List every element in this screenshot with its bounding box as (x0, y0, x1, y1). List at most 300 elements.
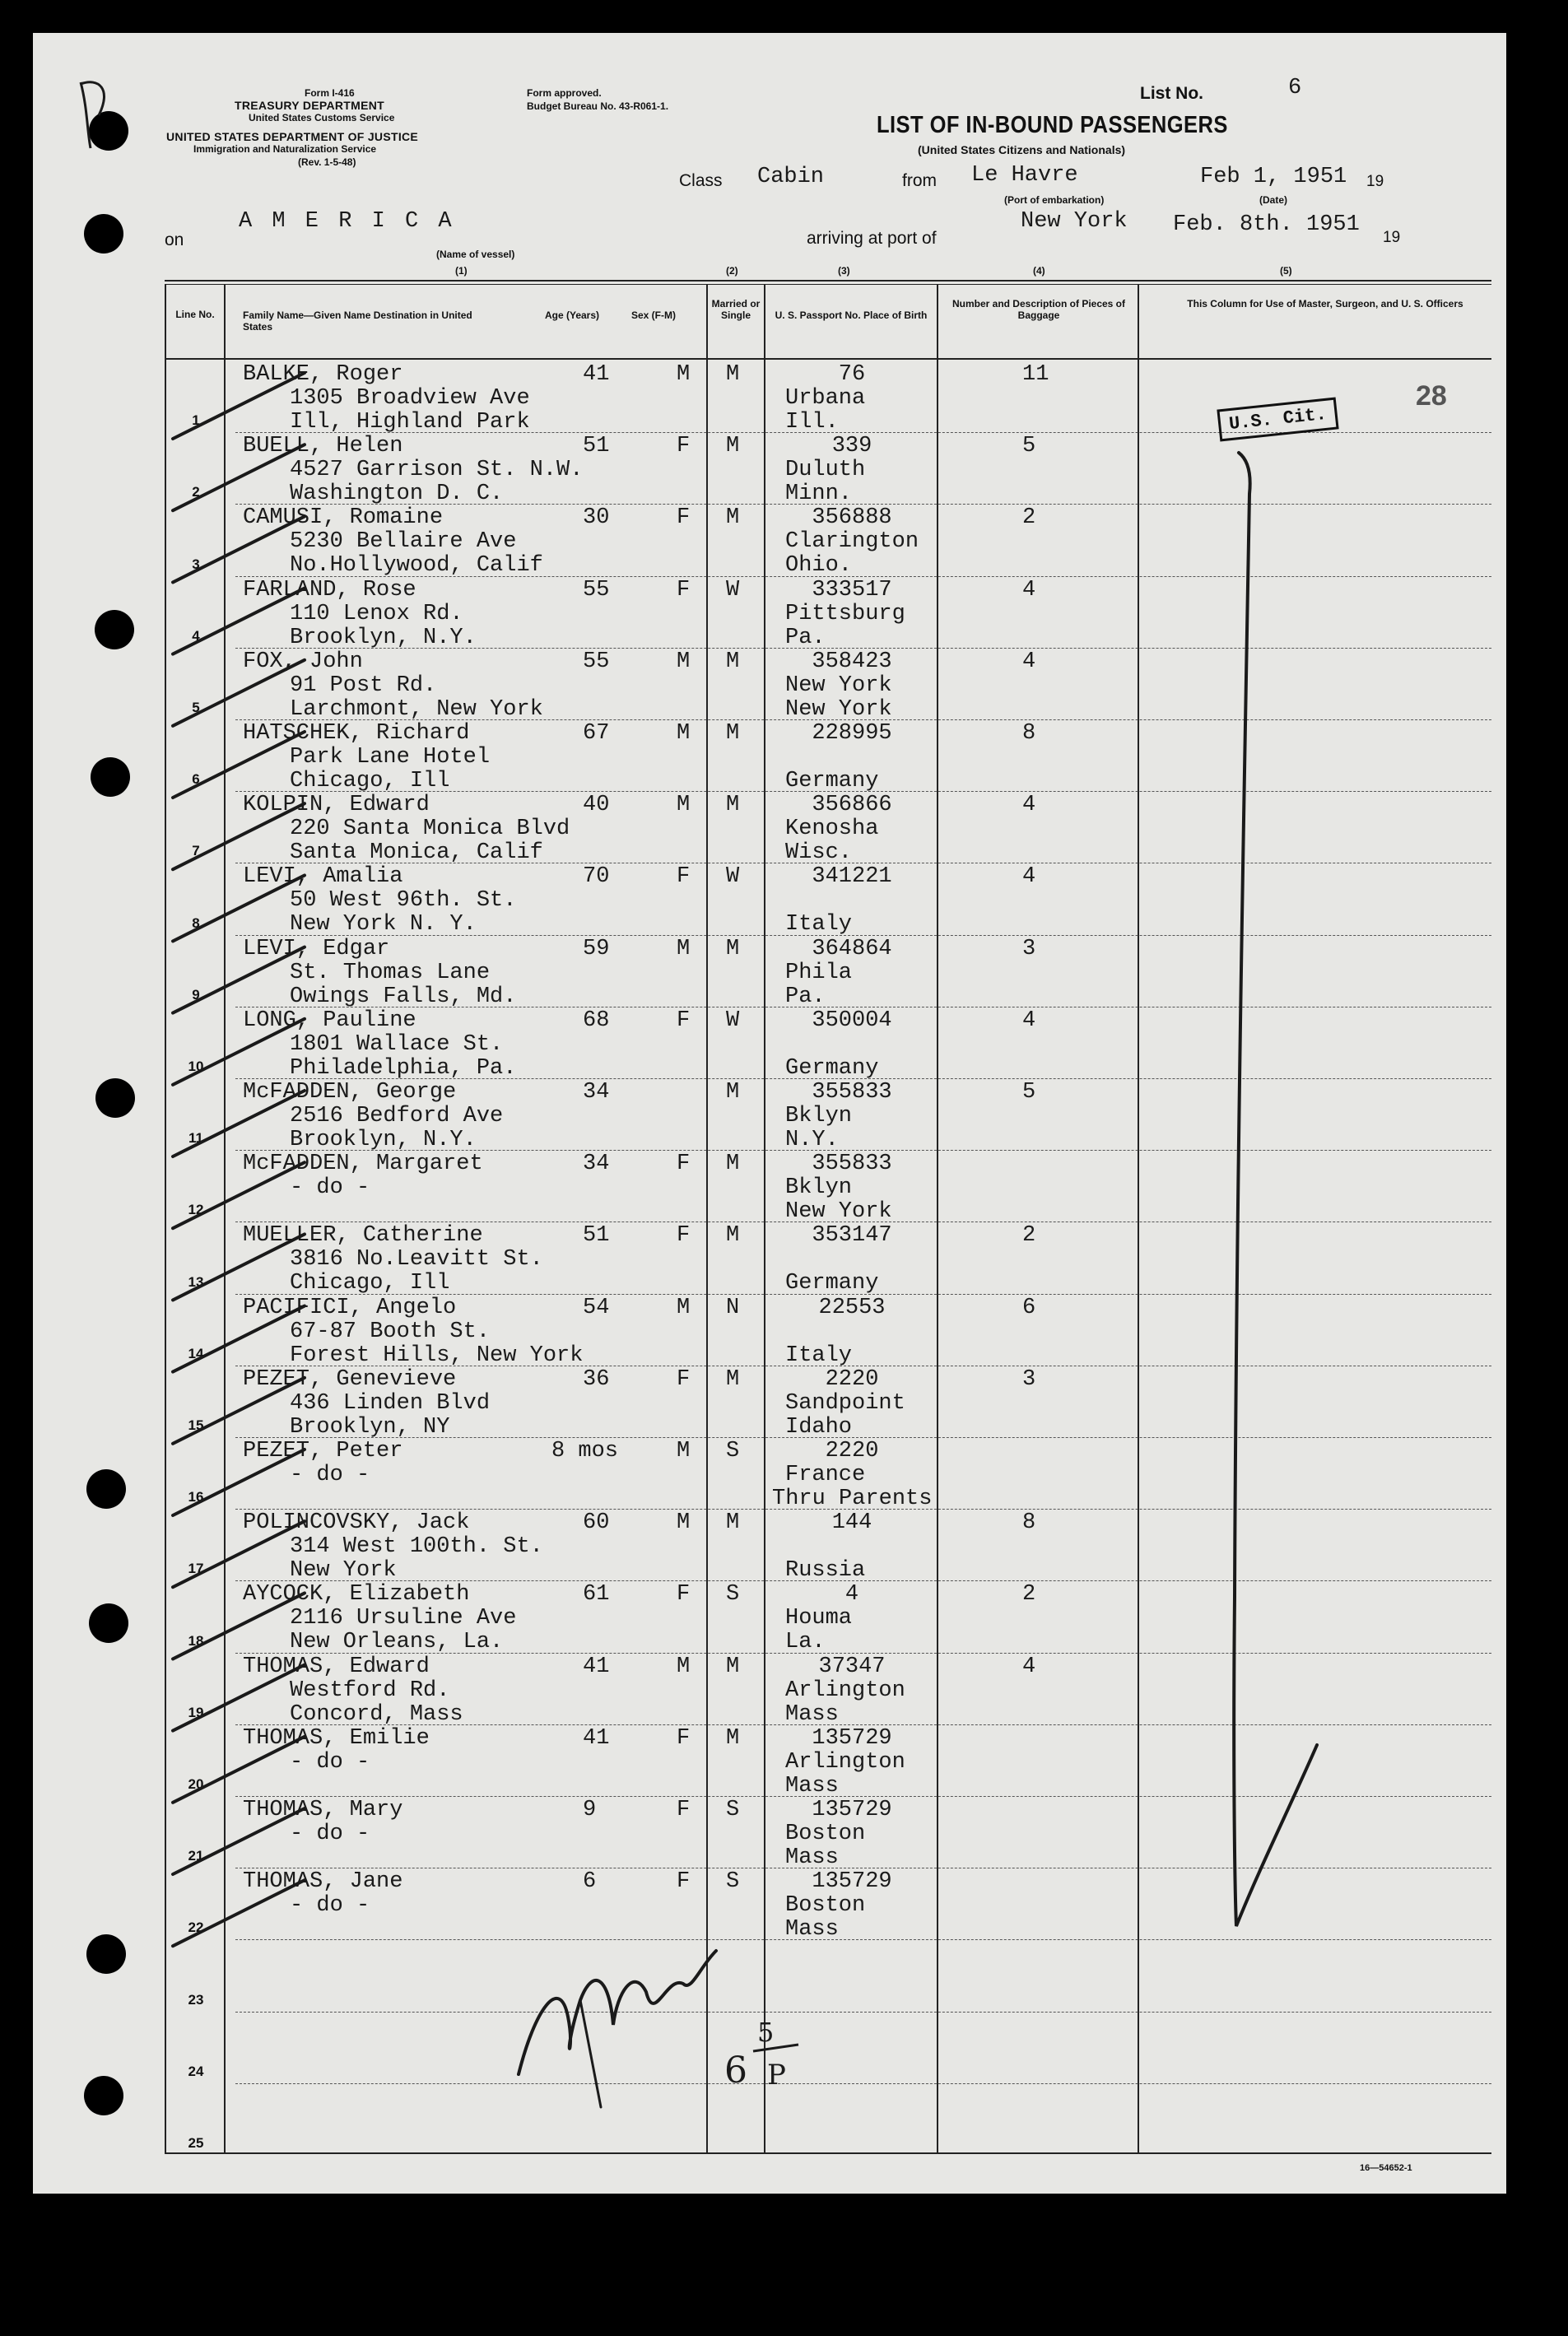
birth-place-2: Germany (785, 1055, 879, 1081)
line-number: 24 (188, 2063, 204, 2079)
passenger-name: AYCOCK, Elizabeth (243, 1582, 470, 1608)
line-number: 12 (188, 1202, 204, 1218)
header-line-no: Line No. (175, 309, 215, 320)
passenger-sex: M (677, 1295, 691, 1320)
treasury-dept: TREASURY DEPARTMENT (235, 99, 385, 112)
passenger-marital-status: M (726, 936, 740, 961)
name-tick-stroke (173, 1808, 305, 1874)
passenger-address-2: New Orleans, La. (290, 1630, 504, 1655)
immigration-service: Immigration and Naturalization Service (193, 143, 377, 155)
name-tick-stroke (173, 803, 305, 869)
passenger-marital-status: W (726, 577, 740, 603)
passenger-address-1: 1305 Broadview Ave (290, 386, 530, 411)
justice-dept: UNITED STATES DEPARTMENT OF JUSTICE (166, 130, 419, 143)
col-num-3: (3) (838, 265, 850, 277)
passenger-age: 59 (583, 936, 610, 961)
passenger-address-2: Washington D. C. (290, 482, 504, 507)
line-number: 1 (192, 412, 200, 429)
birth-place-1: Sandpoint (785, 1390, 905, 1416)
passport-number: 350004 (812, 1007, 892, 1033)
passenger-name: LONG, Pauline (243, 1007, 416, 1033)
class-value: Cabin (757, 165, 825, 189)
passenger-marital-status: M (726, 1510, 740, 1536)
passenger-marital-status: M (726, 721, 740, 746)
form-approved: Form approved. (527, 87, 602, 99)
line-number: 6 (192, 771, 200, 788)
passenger-age: 51 (583, 1223, 610, 1249)
line-number: 20 (188, 1776, 204, 1792)
passenger-sex: F (677, 1152, 691, 1177)
passenger-age: 41 (583, 1725, 610, 1751)
name-tick-stroke (173, 1521, 305, 1587)
line-number: 23 (188, 1991, 204, 2008)
passenger-address-2: Larchmont, New York (290, 696, 543, 722)
name-tick-stroke (173, 589, 305, 654)
col-num-5: (5) (1280, 265, 1292, 277)
passenger-sex: M (677, 721, 691, 746)
birth-place-1: Duluth (785, 458, 866, 483)
passenger-marital-status: W (726, 864, 740, 890)
passenger-sex: M (677, 649, 691, 674)
passport-number: 341221 (812, 864, 892, 890)
margin-note: 6 (724, 2050, 747, 2092)
passenger-marital-status: M (726, 1725, 740, 1751)
passenger-marital-status: M (726, 1223, 740, 1249)
passenger-age: 36 (583, 1366, 610, 1392)
arrival-year-suffix: 19 (1383, 229, 1401, 246)
baggage-count: 2 (1022, 1582, 1036, 1608)
passenger-marital-status: M (726, 1080, 740, 1105)
passenger-address-1: 4527 Garrison St. N.W. (290, 458, 584, 483)
name-tick-stroke (173, 732, 305, 798)
passenger-name: KOLPIN, Edward (243, 793, 430, 818)
passport-number: 358423 (812, 649, 892, 674)
passenger-sex: M (677, 1654, 691, 1679)
passport-number: 228995 (812, 721, 892, 746)
passenger-address-2: No.Hollywood, Calif (290, 553, 543, 579)
stamp-text: U.S. Cit. (1228, 403, 1328, 435)
line-number: 18 (188, 1632, 204, 1649)
passenger-age: 70 (583, 864, 610, 890)
header-married: Married or Single (711, 298, 761, 321)
header-passport: U. S. Passport No. Place of Birth (775, 309, 928, 321)
page-subtitle: (United States Citizens and Nationals) (918, 143, 1126, 156)
passenger-marital-status: M (726, 1654, 740, 1679)
passenger-sex: F (677, 864, 691, 890)
line-number: 16 (188, 1489, 204, 1505)
passenger-name: THOMAS, Mary (243, 1798, 403, 1822)
passenger-address-2: Chicago, Ill (290, 1271, 450, 1296)
line-number: 19 (188, 1704, 204, 1720)
passenger-name: CAMUSI, Romaine (243, 505, 444, 531)
baggage-count: 4 (1022, 864, 1036, 890)
passenger-age: 41 (583, 1654, 610, 1679)
name-tick-stroke (173, 1019, 305, 1085)
departure-date: Feb 1, 1951 (1200, 165, 1347, 189)
passenger-address-1: 67-87 Booth St. (290, 1319, 491, 1344)
baggage-count: 4 (1022, 649, 1036, 674)
birth-place-2: Germany (785, 769, 879, 793)
birth-place-2: New York (785, 1199, 892, 1225)
line-number: 8 (192, 914, 200, 931)
passenger-marital-status: M (726, 1366, 740, 1392)
baggage-count: 5 (1022, 1080, 1036, 1105)
passenger-sex: M (677, 1439, 691, 1463)
header-name: Family Name—Given Name Destination in United States (243, 309, 472, 333)
passport-number: 135729 (812, 1869, 892, 1895)
name-tick-stroke (173, 947, 305, 1013)
passenger-name: LEVI, Edgar (243, 936, 390, 961)
passport-number: 353147 (812, 1223, 892, 1249)
birth-place-2: N.Y. (785, 1128, 839, 1152)
birth-place-1: Kenosha (785, 817, 879, 842)
birth-place-2: Thru Parents (772, 1487, 933, 1511)
birth-place-2: Germany (785, 1271, 879, 1296)
passport-number: 355833 (812, 1152, 892, 1177)
passenger-name: LEVI, Amalia (243, 864, 403, 890)
passport-number: 356866 (812, 793, 892, 818)
handwritten-marks (33, 33, 1506, 2194)
passenger-marital-status: N (726, 1295, 740, 1320)
birth-place-1: Urbana (785, 386, 866, 411)
embarkation-port: Le Havre (971, 163, 1078, 188)
birth-place-1: Bklyn (785, 1104, 853, 1128)
passenger-address-1: 110 Lenox Rd. (290, 601, 463, 626)
passenger-address-1: - do - (290, 1893, 370, 1919)
line-number: 25 (188, 2135, 204, 2151)
passenger-sex: M (677, 362, 691, 387)
passenger-name: PACIFICI, Angelo (243, 1295, 457, 1320)
line-number: 13 (188, 1273, 204, 1290)
passenger-name: MUELLER, Catherine (243, 1223, 483, 1249)
passenger-address-1: - do - (290, 1175, 370, 1201)
passenger-age: 8 mos (551, 1439, 619, 1463)
vessel-name: A M E R I C A (239, 209, 455, 234)
passenger-sex: F (677, 1007, 691, 1033)
passenger-address-1: - do - (290, 1463, 370, 1487)
birth-place-2: Mass (785, 1917, 839, 1943)
birth-place-2: Idaho (785, 1414, 853, 1440)
passenger-sex: M (677, 936, 691, 961)
baggage-count: 3 (1022, 936, 1036, 961)
passenger-sex: F (677, 1725, 691, 1751)
name-tick-stroke (173, 1880, 305, 1946)
passenger-address-1: 2516 Bedford Ave (290, 1104, 504, 1128)
baggage-count: 4 (1022, 1654, 1036, 1679)
birth-place-2: Italy (785, 912, 853, 938)
birth-place-2: New York (785, 696, 892, 722)
passenger-marital-status: M (726, 434, 740, 459)
name-tick-stroke (173, 1450, 305, 1515)
name-tick-stroke (173, 1234, 305, 1300)
birth-place-2: Italy (785, 1343, 853, 1368)
name-tick-stroke (173, 1091, 305, 1156)
line-number: 9 (192, 986, 200, 1003)
passenger-sex: M (677, 793, 691, 818)
header-officers: This Column for Use of Master, Surgeon, and U. S. Officers (1187, 298, 1463, 309)
passenger-name: PEZET, Genevieve (243, 1366, 457, 1392)
birth-place-1: Arlington (785, 1749, 905, 1775)
birth-place-1: Clarington (785, 529, 919, 555)
passenger-address-1: - do - (290, 1749, 370, 1775)
passenger-age: 6 (583, 1869, 597, 1895)
passport-number: 339 (831, 434, 872, 459)
passenger-marital-status: M (726, 649, 740, 674)
passenger-marital-status: S (726, 1869, 740, 1895)
baggage-count: 2 (1022, 505, 1036, 531)
passenger-name: PEZET, Peter (243, 1439, 403, 1463)
footer-code: 16—54652-1 (1360, 2163, 1412, 2173)
birth-place-1: Boston (785, 1822, 866, 1846)
birth-place-1: Boston (785, 1893, 866, 1919)
passport-number: 144 (831, 1510, 872, 1536)
passenger-age: 40 (583, 793, 610, 818)
passenger-marital-status: S (726, 1439, 740, 1463)
name-tick-stroke (173, 444, 305, 510)
col-num-2: (2) (726, 265, 738, 277)
passport-number: 333517 (812, 577, 892, 603)
passport-number: 22553 (818, 1295, 886, 1320)
passport-number: 356888 (812, 505, 892, 531)
passenger-age: 41 (583, 362, 610, 387)
passenger-name: POLINCOVSKY, Jack (243, 1510, 470, 1536)
baggage-count: 4 (1022, 793, 1036, 818)
passport-number: 364864 (812, 936, 892, 961)
passenger-age: 34 (583, 1080, 610, 1105)
birth-place-1: Houma (785, 1606, 853, 1631)
line-number: 10 (188, 1059, 204, 1074)
passenger-sex: F (677, 1366, 691, 1392)
passenger-sex: F (677, 434, 691, 459)
passenger-marital-status: M (726, 1152, 740, 1177)
baggage-count: 3 (1022, 1366, 1036, 1392)
year-suffix: 19 (1366, 173, 1384, 190)
port-caption: (Port of embarkation) (1004, 194, 1105, 206)
baggage-count: 4 (1022, 577, 1036, 603)
check-mark (1234, 453, 1317, 1926)
col-num-4: (4) (1033, 265, 1045, 277)
budget-bureau: Budget Bureau No. 43-R061-1. (527, 100, 669, 112)
passport-number: 2220 (825, 1439, 879, 1463)
baggage-count: 5 (1022, 434, 1036, 459)
svg-text:5: 5 (757, 2017, 775, 2048)
birth-place-2: Ill. (785, 410, 839, 435)
name-tick-stroke (173, 516, 305, 582)
col-num-1: (1) (455, 265, 468, 277)
line-number: 3 (192, 556, 200, 572)
document-page (33, 33, 1506, 2194)
passenger-marital-status: S (726, 1798, 740, 1822)
header-age: Age (Years) (544, 309, 600, 321)
passenger-address-2: Forest Hills, New York (290, 1343, 584, 1368)
passenger-name: THOMAS, Edward (243, 1654, 430, 1679)
passenger-name: BALKE, Roger (243, 362, 403, 387)
passenger-name: THOMAS, Emilie (243, 1725, 430, 1751)
passenger-address-2: New York (290, 1558, 397, 1584)
name-tick-stroke (173, 1593, 305, 1659)
passenger-address-2: Concord, Mass (290, 1701, 463, 1727)
class-label: Class (679, 171, 723, 190)
from-label: from (902, 171, 937, 190)
line-number: 17 (188, 1561, 204, 1577)
arrival-date: Feb. 8th. 1951 (1173, 212, 1360, 237)
birth-place-2: Wisc. (785, 840, 853, 866)
arrival-port: New York (1021, 209, 1128, 234)
header-baggage: Number and Description of Pieces of Baggage (952, 298, 1126, 321)
passenger-name: FARLAND, Rose (243, 577, 416, 603)
passenger-address-2: Owings Falls, Md. (290, 984, 517, 1009)
passenger-address-1: Park Lane Hotel (290, 745, 491, 770)
passenger-address-2: Chicago, Ill (290, 769, 450, 793)
passenger-sex: M (677, 1510, 691, 1536)
baggage-count: 4 (1022, 1007, 1036, 1033)
passenger-marital-status: M (726, 362, 740, 387)
passenger-age: 51 (583, 434, 610, 459)
birth-place-2: Mass (785, 1773, 839, 1799)
birth-place-1: Bklyn (785, 1175, 853, 1201)
passenger-name: BUELL, Helen (243, 434, 403, 459)
passenger-age: 34 (583, 1152, 610, 1177)
birth-place-1: Arlington (785, 1678, 905, 1703)
passenger-address-1: 314 West 100th. St. (290, 1534, 543, 1560)
passenger-address-1: Westford Rd. (290, 1678, 450, 1703)
birth-place-2: Minn. (785, 482, 853, 507)
passport-number: 37347 (818, 1654, 886, 1679)
passenger-age: 61 (583, 1582, 610, 1608)
passenger-address-2: Brooklyn, NY (290, 1414, 450, 1440)
name-tick-stroke (173, 1306, 305, 1372)
header-sex: Sex (F-M) (631, 309, 676, 321)
passenger-address-2: Brooklyn, N.Y. (290, 625, 477, 650)
line-number: 14 (188, 1345, 204, 1361)
passenger-sex: F (677, 1223, 691, 1249)
page-title: LIST OF IN-BOUND PASSENGERS (877, 112, 1228, 138)
name-tick-stroke (173, 660, 305, 726)
baggage-count: 8 (1022, 1510, 1036, 1536)
name-tick-stroke (173, 1378, 305, 1444)
corner-mark (81, 82, 104, 148)
passport-number: 76 (838, 362, 866, 387)
passenger-sex: F (677, 1798, 691, 1822)
name-tick-stroke (173, 875, 305, 941)
line-number: 22 (188, 1920, 204, 1936)
passenger-address-2: Ill, Highland Park (290, 410, 530, 435)
passenger-sex: F (677, 577, 691, 603)
line-number: 21 (188, 1848, 204, 1864)
birth-place-2: Pa. (785, 625, 826, 650)
passenger-address-2: Philadelphia, Pa. (290, 1055, 517, 1081)
passenger-address-1: 3816 No.Leavitt St. (290, 1247, 543, 1273)
passenger-marital-status: M (726, 793, 740, 818)
customs-service: United States Customs Service (249, 112, 395, 123)
passport-number: 135729 (812, 1725, 892, 1751)
line-number: 2 (192, 484, 200, 500)
line-number: 4 (192, 627, 200, 644)
vessel-caption: (Name of vessel) (436, 249, 515, 260)
birth-place-2: Pa. (785, 984, 826, 1009)
signature-tail (580, 2000, 601, 2107)
passenger-address-2: Santa Monica, Calif (290, 840, 543, 866)
passenger-age: 54 (583, 1295, 610, 1320)
passport-number: 355833 (812, 1080, 892, 1105)
passenger-name: HATSCHEK, Richard (243, 721, 470, 746)
list-no-value: 6 (1288, 76, 1302, 100)
passenger-address-1: 91 Post Rd. (290, 672, 437, 698)
line-number: 7 (192, 843, 200, 859)
name-tick-stroke (173, 1737, 305, 1803)
passport-number: 2220 (825, 1366, 879, 1392)
baggage-count: 6 (1022, 1295, 1036, 1320)
passenger-address-1: 220 Santa Monica Blvd (290, 817, 570, 842)
name-tick-stroke (173, 1162, 305, 1228)
signature-scrawl (519, 1951, 716, 2074)
birth-place-1: New York (785, 672, 892, 698)
svg-text:P: P (767, 2059, 786, 2092)
passenger-name: FOX, John (243, 649, 363, 674)
baggage-count: 11 (1022, 362, 1049, 387)
arriving-label: arriving at port of (807, 229, 937, 248)
passenger-address-2: Brooklyn, N.Y. (290, 1128, 477, 1152)
passenger-name: McFADDEN, George (243, 1080, 457, 1105)
passenger-age: 55 (583, 577, 610, 603)
passenger-age: 55 (583, 649, 610, 674)
birth-place-1: Pittsburg (785, 601, 905, 626)
passenger-age: 60 (583, 1510, 610, 1536)
birth-place-2: La. (785, 1630, 826, 1655)
passenger-marital-status: M (726, 505, 740, 531)
passenger-marital-status: W (726, 1007, 740, 1033)
passenger-age: 68 (583, 1007, 610, 1033)
passenger-address-1: 50 West 96th. St. (290, 888, 517, 914)
date-caption: (Date) (1259, 194, 1288, 206)
list-no-label: List No. (1140, 84, 1203, 103)
name-tick-stroke (173, 1665, 305, 1731)
passport-number: 135729 (812, 1798, 892, 1822)
line-number: 15 (188, 1417, 204, 1433)
passenger-name: McFADDEN, Margaret (243, 1152, 483, 1177)
passenger-name: THOMAS, Jane (243, 1869, 403, 1895)
line-number: 5 (192, 700, 200, 715)
passenger-age: 67 (583, 721, 610, 746)
birth-place-2: Mass (785, 1701, 839, 1727)
passenger-address-1: 1801 Wallace St. (290, 1031, 504, 1057)
baggage-count: 2 (1022, 1223, 1036, 1249)
revision-date: (Rev. 1-5-48) (298, 156, 356, 168)
birth-place-2: Russia (785, 1558, 866, 1584)
passenger-sex: F (677, 1582, 691, 1608)
birth-place-2: Mass (785, 1845, 839, 1870)
passenger-marital-status: S (726, 1582, 740, 1608)
birth-place-2: Ohio. (785, 553, 853, 579)
passenger-address-1: - do - (290, 1822, 370, 1846)
birth-place-1: Phila (785, 960, 853, 985)
passenger-address-1: St. Thomas Lane (290, 960, 491, 985)
name-tick-stroke (173, 373, 305, 439)
passenger-age: 30 (583, 505, 610, 531)
margin-number: 28 (1416, 380, 1447, 412)
on-label: on (165, 230, 184, 249)
passenger-address-1: 436 Linden Blvd (290, 1390, 491, 1416)
passenger-address-1: 5230 Bellaire Ave (290, 529, 517, 555)
birth-place-1: France (785, 1463, 866, 1487)
form-number: Form I-416 (305, 87, 355, 99)
line-number: 11 (188, 1130, 203, 1147)
passenger-address-1: 2116 Ursuline Ave (290, 1606, 517, 1631)
passenger-address-2: New York N. Y. (290, 912, 477, 938)
passenger-age: 9 (583, 1798, 597, 1822)
passport-number: 4 (844, 1582, 859, 1608)
baggage-count: 8 (1022, 721, 1036, 746)
